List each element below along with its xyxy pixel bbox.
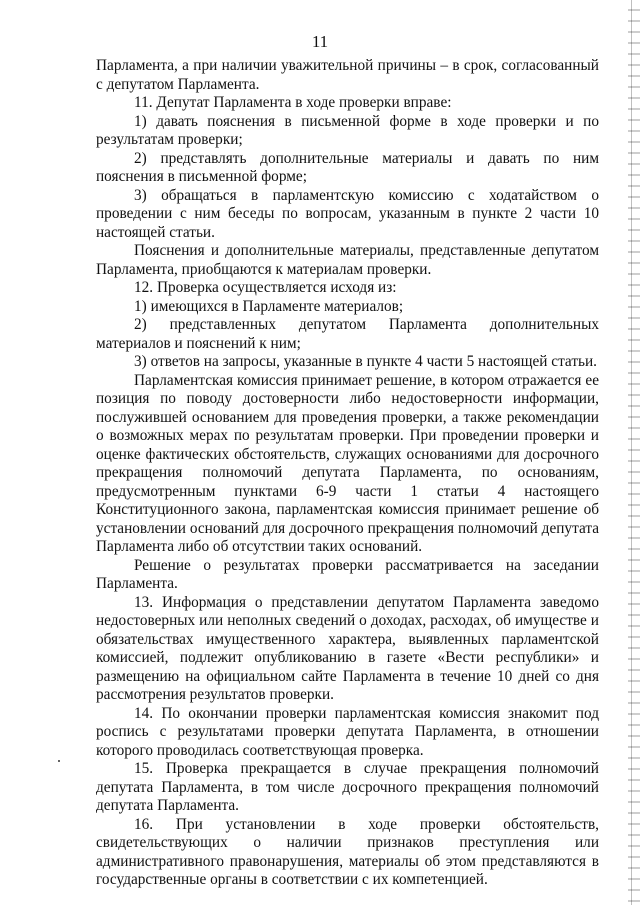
scan-edge-line [631,0,632,905]
scan-speck [58,760,60,762]
paragraph: 15. Проверка прекращается в случае прекращения полномочий депутата Парламента, в том числе досрочного прекращения полномочий депутата Парламента. [96,760,599,814]
paragraph: 11. Депутат Парламента в ходе проверки вправе: [134,94,452,111]
paragraph: Пояснения и дополнительные материалы, представленные депутатом Парламента, приобщаются к материалам проверки. [96,242,599,278]
page-number: 11 [311,32,329,51]
paragraph: 2) представленных депутатом Парламента дополнительных материалов и пояснений к ним; [96,316,599,352]
scan-edge-marks [628,0,640,905]
paragraph: Парламента, а при наличии уважительной причины – в срок, согласованный с депутатом Парламента. [96,57,599,93]
document-body [96,57,599,890]
paragraph: 3) ответов на запросы, указанные в пункте 4 части 5 настоящей статьи. [134,353,597,370]
paragraph: 3) обращаться в парламентскую комиссию с ходатайством о проведении с ним беседы по вопросам, указанным в пункте 2 части 10 настоящей статьи. [96,186,599,241]
paragraph: 2) представлять дополнительные материалы и давать по ним пояснения в письменной форме; [96,149,599,185]
paragraph: 13. Информация о представлении депутатом Парламента заведомо недостоверных или неполных сведений о доходах, расходах, об имуществе и обязательствах имущественного характера, выявленных парламентской комиссией, подлежит опубликованию в газете «Вести республики» и размещению на официальном сайте Парламента в течение 10 дней со дня рассмотрения результатов проверки. [96,593,599,703]
paragraph: 1) имеющихся в Парламенте материалов; [134,297,404,315]
paragraph: 12. Проверка осуществляется исходя из: [134,279,397,296]
paragraph: Парламентская комиссия принимает решение, в котором отражается ее позиция по поводу достоверности либо недостоверности информации, послужившей основанием для проведения проверки, а также рекомендации о возможных мерах по результатам проверки. При проведении проверки и оценке фактических обстоятельств, служащих основаниями для досрочного прекращения полномочий депутата Парламента, по основаниям, предусмотренным пунктами 6-9 части 1 статьи 4 настоящего Конституционного закона, парламентская комиссия принимает решение об установлении оснований для досрочного прекращения полномочий депутата Парламента либо об отсутствии таких оснований. [96,371,599,555]
paragraph: 14. По окончании проверки парламентская комиссия знакомит под роспись с результатами проверки депутата Парламента, в отношении которого проводилась соответствующая проверка. [96,704,599,759]
paragraph: 1) давать пояснения в письменной форме в ходе проверки и по результатам проверки; [96,112,599,148]
paragraph: Решение о результатах проверки рассматривается на заседании Парламента. [96,556,599,592]
paragraph: 16. При установлении в ходе проверки обстоятельств, свидетельствующих о наличии признаков преступления или административного правонарушения, материалы об этом представляются в государственные органы в соответствии с их компетенцией. [96,815,599,888]
